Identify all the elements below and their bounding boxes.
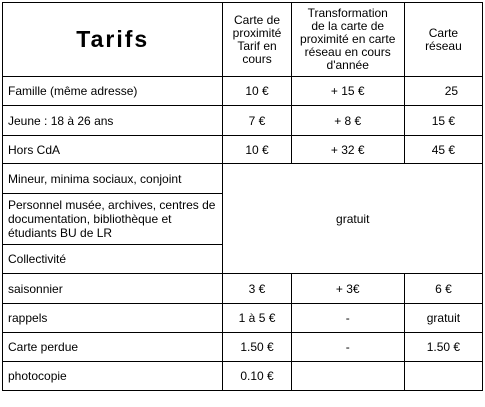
header-line: de la carte de — [311, 19, 385, 33]
row-label: Jeune : 18 à 26 ans — [3, 106, 223, 136]
cell-transformation: + 15 € — [291, 77, 404, 106]
table-row — [3, 77, 483, 106]
cell-proximite: 3 € — [223, 274, 291, 304]
cell-transformation: + 3€ — [291, 274, 404, 304]
table-row — [3, 136, 483, 164]
table-row — [3, 333, 483, 362]
cell-transformation — [291, 362, 404, 391]
header-line: Carte de — [234, 12, 281, 27]
cell-reseau — [404, 362, 482, 391]
free-cell: gratuit — [223, 164, 483, 274]
cell-proximite: 10 € — [223, 136, 291, 164]
cell-proximite: 0.10 € — [223, 362, 291, 391]
row-label: Carte perdue — [3, 333, 223, 362]
row-label: Hors CdA — [3, 136, 223, 164]
cell-reseau: gratuit — [404, 304, 482, 333]
table-title: Tarifs — [76, 26, 150, 52]
row-label: Collectivité — [3, 245, 223, 274]
cell-reseau: 1.50 € — [404, 333, 482, 362]
cell-reseau — [404, 77, 482, 106]
table-row — [3, 106, 483, 136]
header-line: proximité en carte — [300, 32, 396, 46]
row-label: photocopie — [3, 362, 223, 391]
cell-proximite: 1.50 € — [223, 333, 291, 362]
table-row — [3, 164, 483, 194]
cell-transformation: - — [291, 333, 404, 362]
cell-proximite: 7 € — [223, 106, 291, 136]
header-line: Carte — [428, 25, 459, 40]
header-line: cours — [242, 51, 272, 66]
header-line: réseau — [425, 38, 462, 53]
header-line: proximité — [232, 25, 282, 40]
header-carte-proximite — [223, 3, 291, 77]
header-carte-reseau — [404, 3, 482, 77]
cell-reseau-value: 25 — [444, 84, 459, 98]
cell-transformation: + 8 € — [291, 106, 404, 136]
header-line: d'année — [326, 58, 369, 72]
header-line: Transformation — [307, 6, 388, 20]
row-label: Famille (même adresse) — [3, 77, 223, 106]
header-row — [3, 3, 483, 77]
header-transformation — [291, 3, 404, 77]
row-label: Mineur, minima sociaux, conjoint — [3, 164, 223, 194]
table-row — [3, 274, 483, 304]
cell-reseau: 15 € — [404, 106, 482, 136]
tariff-table — [2, 2, 483, 391]
row-label: saisonnier — [3, 274, 223, 304]
header-line: réseau en cours — [304, 45, 391, 59]
table-row — [3, 304, 483, 333]
cell-proximite: 1 à 5 € — [223, 304, 291, 333]
cell-reseau: 6 € — [404, 274, 482, 304]
cell-transformation: - — [291, 304, 404, 333]
cell-transformation: + 32 € — [291, 136, 404, 164]
table-row — [3, 362, 483, 391]
cell-proximite: 10 € — [223, 77, 291, 106]
header-line: Tarif en — [237, 38, 277, 53]
table-title-cell — [3, 3, 223, 77]
cell-reseau: 45 € — [404, 136, 482, 164]
row-label: rappels — [3, 304, 223, 333]
row-label: Personnel musée, archives, centres de documentation, bibliothèque et étudiants BU de LR — [3, 194, 223, 245]
